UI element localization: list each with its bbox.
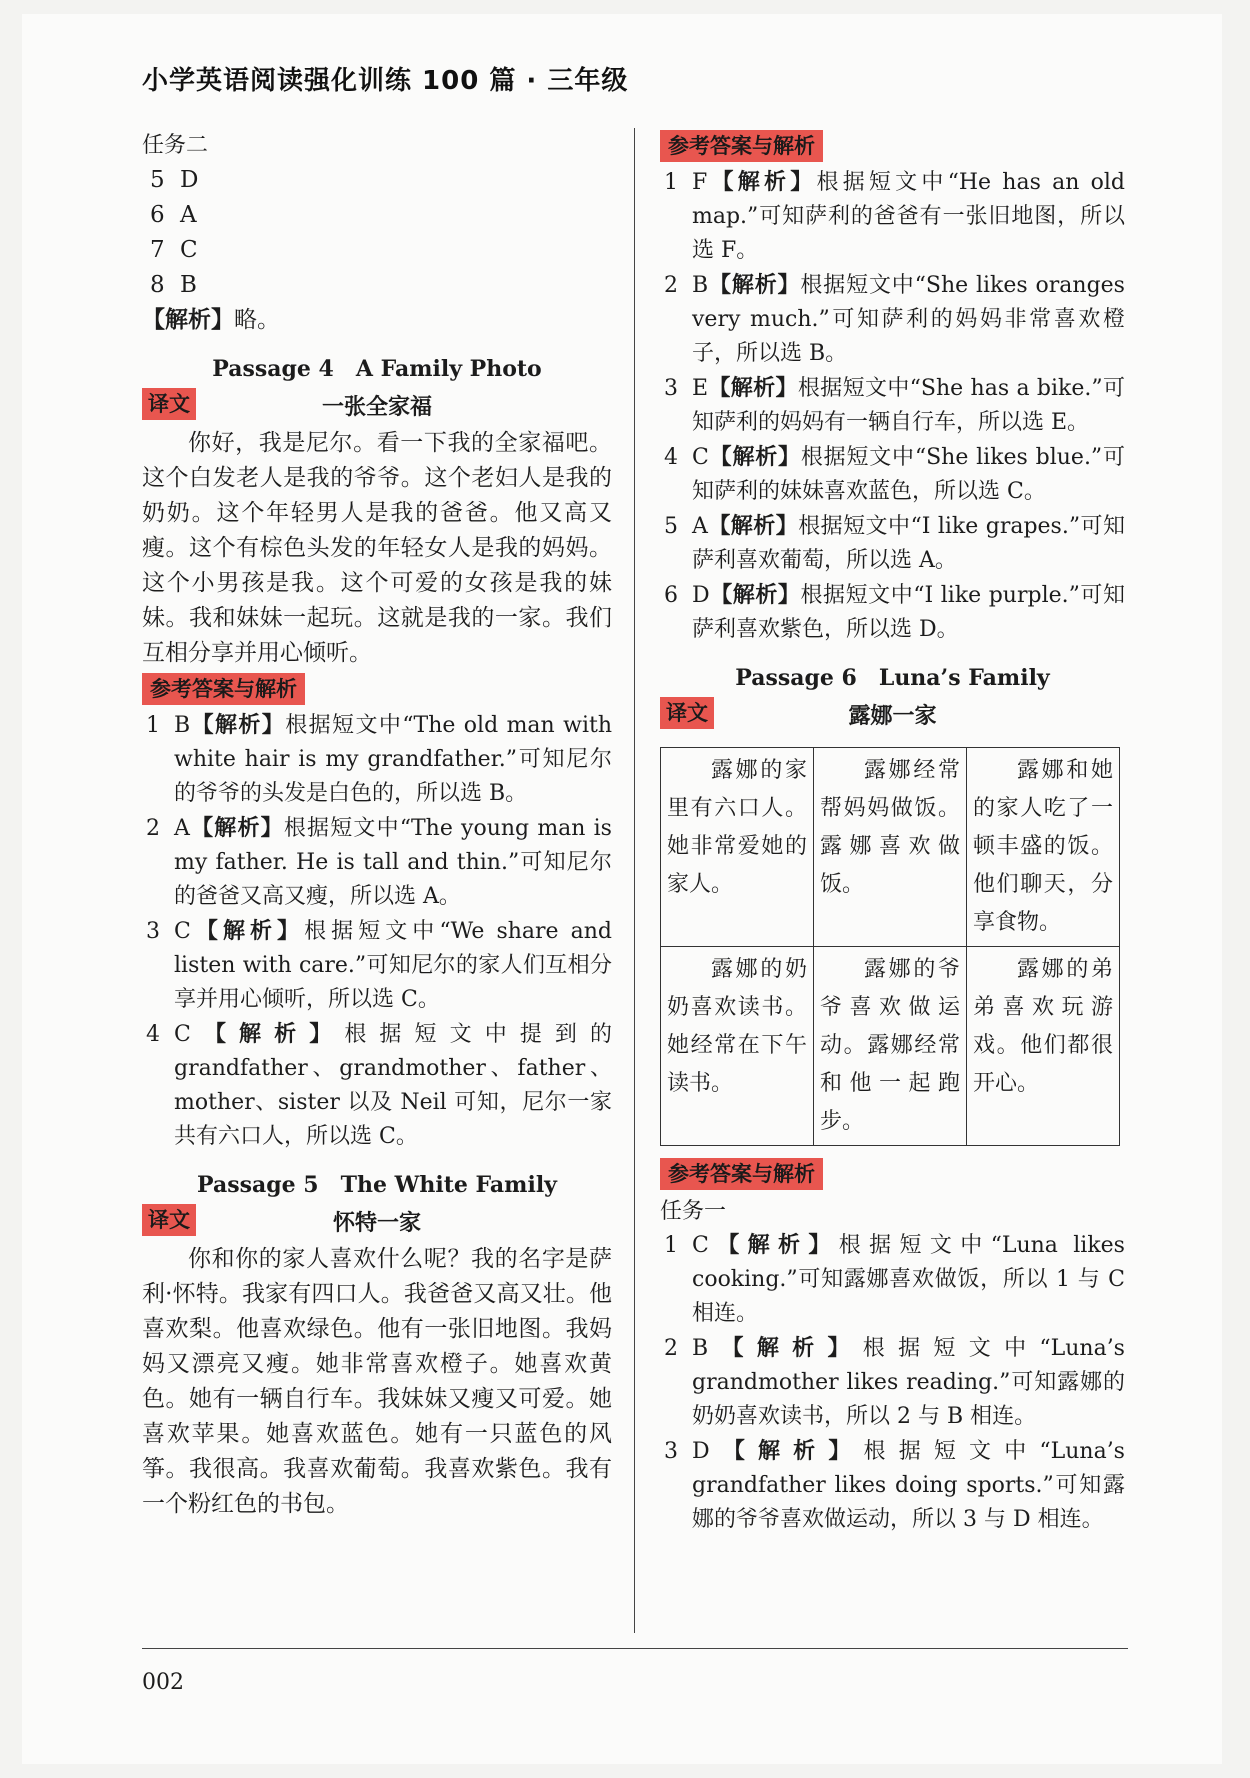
table-row	[661, 748, 1120, 947]
table-cell: 露娜的爷爷喜欢做运动。露娜经常和他一起跑步。	[814, 947, 967, 1146]
answer-item: 3 D【解析】根据短文中“Luna’s grandfather likes doing sports.”可知露娜的爷爷喜欢做运动，所以 3 与 D 相连。	[664, 1439, 1125, 1532]
answer-line: 8 B	[150, 272, 197, 298]
translation-table	[660, 747, 1120, 1146]
column-divider	[634, 128, 635, 1633]
chinese-title: 怀特一家	[332, 1211, 421, 1236]
translation-tag: 译文	[142, 388, 196, 420]
answer-item: 1 C【解析】根据短文中“Luna likes cooking.”可知露娜喜欢做饭，所以 1 与 C 相连。	[664, 1233, 1125, 1326]
answer-line: 7 C	[150, 237, 198, 263]
translation-heading	[660, 697, 1125, 733]
passage-5-title: Passage 5 The White Family	[197, 1172, 557, 1198]
page-number: 002	[142, 1670, 184, 1695]
answer-item: 1 B【解析】根据短文中“The old man with white hair is my grandfather.”可知尼尔的爷爷的头发是白色的，所以选 B。	[146, 713, 612, 806]
answer-item: 3 E【解析】根据短文中“She has a bike.”可知萨利的妈妈有一辆自行车，所以选 E。	[664, 376, 1125, 435]
answer-item: 5 A【解析】根据短文中“I like grapes.”可知萨利喜欢葡萄，所以选 A。	[664, 514, 1125, 573]
table-cell: 露娜的家里有六口人。她非常爱她的家人。	[661, 748, 814, 947]
task2-label: 任务二	[142, 133, 209, 158]
translation-text: 你和你的家人喜欢什么呢？我的名字是萨利·怀特。我家有四口人。我爸爸又高又壮。他喜欢梨。他喜欢绿色。他有一张旧地图。我妈妈又漂亮又瘦。她非常喜欢橙子。她喜欢黄色。她有一辆自行车。我妹妹又瘦又可爱。她喜欢苹果。她喜欢蓝色。她有一只蓝色的风筝。我很高。我喜欢葡萄。我喜欢紫色。我有一个粉红色的书包。	[142, 1246, 612, 1517]
footer-rule	[142, 1648, 1128, 1649]
answers-heading	[660, 130, 1125, 166]
table-row	[661, 947, 1120, 1146]
answer-line: 5 D	[150, 167, 199, 193]
translation-tag: 译文	[142, 1204, 196, 1236]
table-cell: 露娜的弟弟喜欢玩游戏。他们都很开心。	[967, 947, 1120, 1146]
left-column	[142, 128, 612, 1524]
answer-item: 2 B【解析】根据短文中“She likes oranges very much.”可知萨利的妈妈非常喜欢橙子，所以选 B。	[664, 273, 1125, 366]
answers-heading	[142, 673, 612, 709]
table-cell: 露娜经常帮妈妈做饭。露娜喜欢做饭。	[814, 748, 967, 947]
passage-6-title: Passage 6 Luna’s Family	[735, 665, 1050, 691]
translation-heading	[142, 1204, 612, 1240]
answer-item: 6 D【解析】根据短文中“I like purple.”可知萨利喜欢紫色，所以选 D。	[664, 583, 1125, 642]
task2-note: 【解析】略。	[142, 307, 280, 333]
translation-tag: 译文	[660, 697, 714, 729]
chinese-title: 一张全家福	[321, 395, 432, 420]
answers-tag: 参考答案与解析	[660, 1158, 823, 1190]
answer-item: 2 A【解析】根据短文中“The young man is my father. He is tall and thin.”可知尼尔的爸爸又高又瘦，所以选 A。	[146, 816, 612, 909]
answer-item: 4 C【解析】根据短文中“She likes blue.”可知萨利的妹妹喜欢蓝色，所以选 C。	[664, 445, 1125, 504]
table-cell: 露娜和她的家人吃了一顿丰盛的饭。他们聊天，分享食物。	[967, 748, 1120, 947]
translation-text: 你好，我是尼尔。看一下我的全家福吧。这个白发老人是我的爷爷。这个老妇人是我的奶奶。这个年轻男人是我的爸爸。他又高又瘦。这个有棕色头发的年轻女人是我的妈妈。这个小男孩是我。这个可爱的女孩是我的妹妹。我和妹妹一起玩。这就是我的一家。我们互相分享并用心倾听。	[142, 430, 612, 666]
table-cell: 露娜的奶奶喜欢读书。她经常在下午读书。	[661, 947, 814, 1146]
answers-tag: 参考答案与解析	[142, 673, 305, 705]
right-column	[660, 128, 1125, 1538]
answer-item: 2 B【解析】根据短文中“Luna’s grandmother likes reading.”可知露娜的奶奶喜欢读书，所以 2 与 B 相连。	[664, 1336, 1125, 1429]
running-header: 小学英语阅读强化训练 100 篇 · 三年级	[142, 66, 629, 96]
answer-item: 1 F【解析】根据短文中“He has an old map.”可知萨利的爸爸有一张旧地图，所以选 F。	[664, 170, 1125, 263]
answer-line: 6 A	[150, 202, 197, 228]
answer-item: 3 C【解析】根据短文中“We share and listen with care.”可知尼尔的家人们互相分享并用心倾听，所以选 C。	[146, 919, 612, 1012]
translation-heading	[142, 388, 612, 424]
chinese-title: 露娜一家	[848, 704, 937, 729]
answers-tag: 参考答案与解析	[660, 130, 823, 162]
answer-item: 4 C【解析】根据短文中提到的 grandfather、grandmother、father、mother、sister 以及 Neil 可知，尼尔一家共有六口人，所以选 C。	[146, 1022, 612, 1149]
task1-label: 任务一	[660, 1199, 727, 1224]
passage-4-title: Passage 4 A Family Photo	[212, 356, 542, 382]
answers-heading	[660, 1158, 1125, 1194]
